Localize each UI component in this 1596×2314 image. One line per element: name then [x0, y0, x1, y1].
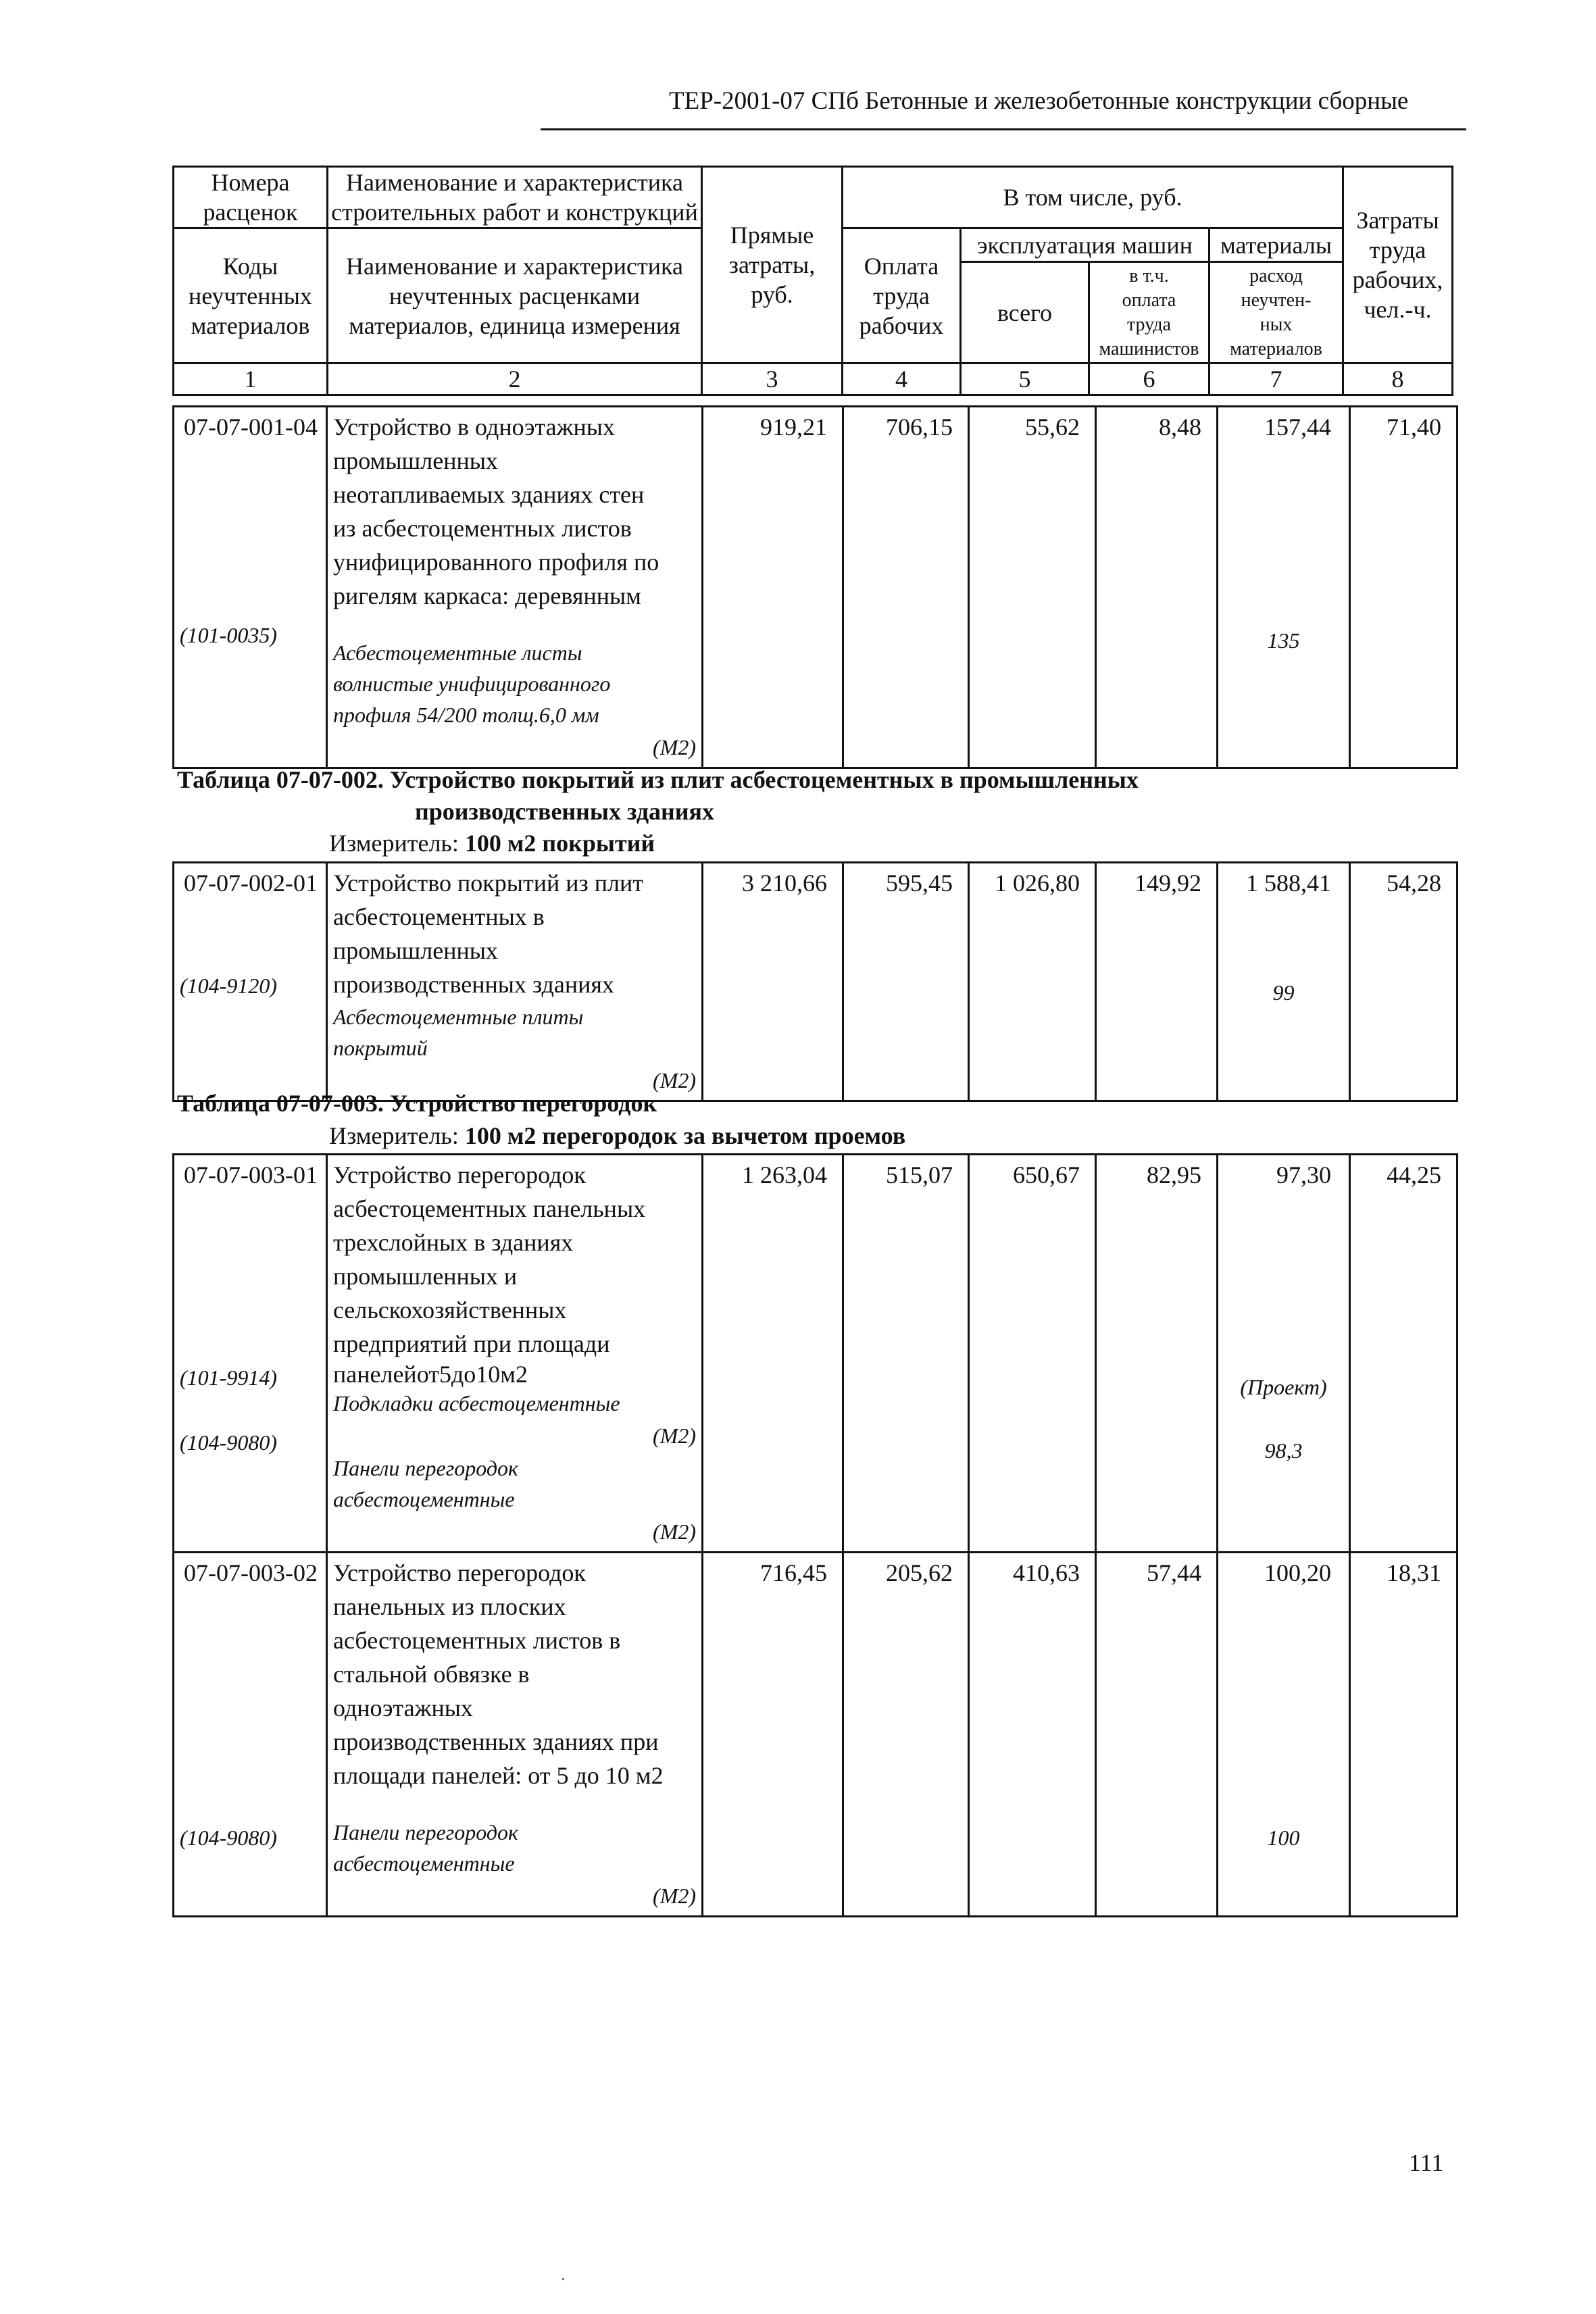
material-line: волнистые унифицированного: [333, 672, 611, 696]
material-line: Асбестоцементные плиты: [333, 1005, 584, 1029]
work-line: промышленных и: [333, 1263, 518, 1290]
materials-cell: [1218, 863, 1350, 1101]
scan-speck: [562, 2278, 564, 2280]
material-line: Асбестоцементные листы: [333, 640, 582, 665]
header-text: в т.ч.: [1129, 265, 1169, 286]
labor-hours: 71,40: [1350, 407, 1457, 768]
document-header-title: ТЕР-2001-07 СПб Бетонные и железобетонные конструкции сборные: [669, 87, 1409, 115]
header-text: материалов: [191, 311, 310, 339]
material-consumption: 135: [1267, 628, 1300, 653]
material-line: Панели перегородок: [333, 1456, 518, 1480]
materials-value: 97,30: [1276, 1161, 1331, 1188]
table-caption: Таблица 07-07-003. Устройство перегородок: [177, 1090, 657, 1117]
header-text: рабочих,: [1352, 266, 1443, 293]
measure-value: 100 м2 покрытий: [464, 830, 655, 857]
machinist-pay: 8,48: [1096, 407, 1218, 768]
machines-total: 1 026,80: [969, 863, 1096, 1101]
work-description-cell: [327, 863, 703, 1101]
material-code: (101-9914): [180, 1365, 277, 1390]
column-number: 1: [174, 363, 328, 395]
page-number: 111: [1409, 2149, 1444, 2176]
work-line: производственных зданиях при: [333, 1728, 659, 1755]
header-text: ных: [1260, 313, 1293, 335]
direct-costs: 919,21: [703, 407, 843, 768]
header-machines: эксплуатация машин: [961, 228, 1210, 262]
material-consumption: 98,3: [1264, 1438, 1303, 1463]
work-line: асбестоцементных панельных: [333, 1195, 646, 1222]
rate-code-cell: [174, 407, 327, 768]
material-consumption: (Проект): [1240, 1375, 1327, 1399]
rate-table-07-07-003: [172, 1153, 1458, 1917]
column-number: 3: [702, 363, 843, 395]
header-text: материалов, единица измерения: [349, 311, 680, 339]
work-line: асбестоцементных в: [333, 903, 545, 930]
header-text: расценок: [203, 199, 298, 226]
work-description-cell: [327, 407, 703, 768]
header-text: труда: [1369, 236, 1426, 263]
material-code: (104-9080): [180, 1826, 277, 1850]
column-number: 4: [843, 363, 961, 395]
work-line: стальной обвязке в: [333, 1661, 530, 1688]
header-text: чел.-ч.: [1364, 296, 1432, 323]
machines-total: 55,62: [969, 407, 1096, 768]
column-number: 6: [1089, 363, 1210, 395]
header-text: Номера: [211, 169, 290, 196]
header-work-name: [328, 167, 702, 228]
header-text: материалов: [1230, 338, 1322, 359]
header-text: Наименование и характеристика: [346, 252, 683, 280]
column-number: 7: [1210, 363, 1343, 395]
column-number: 2: [328, 363, 702, 395]
worker-pay: 515,07: [843, 1155, 969, 1553]
materials-cell: [1218, 407, 1350, 768]
header-text: труда: [873, 282, 930, 309]
header-text: Коды: [222, 252, 278, 280]
worker-pay: 706,15: [843, 407, 969, 768]
header-material-codes: [174, 228, 328, 363]
rate-code-cell: [174, 1155, 327, 1553]
header-text: оплата: [1122, 289, 1176, 311]
materials-cell: [1218, 1155, 1350, 1553]
material-unit: (М2): [653, 735, 696, 759]
materials-cell: [1218, 1553, 1350, 1917]
material-line: асбестоцементные: [333, 1487, 515, 1511]
header-direct-costs: [702, 167, 843, 363]
table-caption: Таблица 07-07-002. Устройство покрытий из плит асбестоцементных в промышленных: [177, 766, 1139, 793]
table-measure: [329, 829, 655, 857]
work-line: одноэтажных: [333, 1694, 473, 1721]
material-unit: (М2): [653, 1884, 696, 1908]
material-unit: (М2): [653, 1519, 696, 1544]
header-machinist-pay: [1089, 262, 1210, 363]
column-header-table: [172, 166, 1453, 396]
header-text: затраты,: [728, 251, 816, 278]
rate-code: 07-07-001-04: [184, 413, 318, 441]
header-text: Наименование и характеристика: [346, 169, 683, 196]
header-machines-total: всего: [961, 262, 1089, 363]
material-consumption: 99: [1272, 980, 1295, 1005]
material-unit: (М2): [653, 1068, 696, 1092]
work-line: ригелям каркаса: деревянным: [333, 582, 641, 609]
rate-code: 07-07-002-01: [184, 870, 318, 897]
rate-code-cell: [174, 863, 327, 1101]
header-text: неучтенных расценками: [389, 282, 641, 309]
labor-hours: 54,28: [1350, 863, 1457, 1101]
rate-code: 07-07-003-02: [184, 1559, 318, 1586]
machines-total: 650,67: [969, 1155, 1096, 1553]
material-consumption: 100: [1267, 1826, 1300, 1850]
material-line: Панели перегородок: [333, 1820, 518, 1844]
material-line: профиля 54/200 толщ.6,0 мм: [333, 703, 599, 727]
rate-table-07-07-002: [172, 861, 1458, 1102]
labor-hours: 18,31: [1350, 1553, 1457, 1917]
header-text: машинистов: [1099, 338, 1199, 359]
materials-value: 1 588,41: [1246, 870, 1331, 897]
header-worker-pay: [843, 228, 961, 363]
header-text: строительных работ и конструкций: [331, 199, 698, 226]
work-line: Устройство перегородок: [333, 1161, 586, 1188]
header-text: неучтенных: [189, 282, 312, 309]
measure-value: 100 м2 перегородок за вычетом проемов: [464, 1122, 906, 1149]
work-line: Устройство покрытий из плит: [333, 870, 643, 897]
machines-total: 410,63: [969, 1553, 1096, 1917]
header-text: неучтен-: [1241, 289, 1312, 311]
work-line: площади панелей: от 5 до 10 м2: [333, 1762, 664, 1789]
measure-label: Измеритель:: [329, 830, 465, 857]
material-code: (104-9120): [180, 974, 277, 998]
worker-pay: 595,45: [843, 863, 969, 1101]
work-description-cell: [327, 1155, 703, 1553]
rate-code: 07-07-003-01: [184, 1161, 318, 1188]
column-number: 5: [961, 363, 1089, 395]
direct-costs: 1 263,04: [703, 1155, 843, 1553]
table-caption-continued: производственных зданиях: [415, 798, 715, 825]
header-rate-numbers: [174, 167, 328, 228]
machinist-pay: 57,44: [1096, 1553, 1218, 1917]
header-group-including: В том числе, руб.: [843, 167, 1343, 228]
work-line: унифицированного профиля по: [333, 549, 659, 576]
table-measure: [329, 1122, 905, 1150]
header-text: труда: [1126, 313, 1172, 335]
materials-value: 157,44: [1264, 413, 1331, 441]
materials-value: 100,20: [1264, 1559, 1331, 1586]
worker-pay: 205,62: [843, 1553, 969, 1917]
work-line: Устройство перегородок: [333, 1559, 586, 1586]
labor-hours: 44,25: [1350, 1155, 1457, 1553]
column-number: 8: [1343, 363, 1453, 395]
material-line: Подкладки асбестоцементные: [333, 1391, 620, 1415]
work-line: неотапливаемых зданиях стен: [333, 481, 645, 508]
material-code: (101-0035): [180, 623, 277, 647]
work-line: производственных зданиях: [333, 971, 614, 998]
work-line: панельных из плоских: [333, 1593, 566, 1620]
header-text: Прямые: [730, 222, 814, 249]
work-line: трехслойных в зданиях: [333, 1229, 574, 1256]
machinist-pay: 149,92: [1096, 863, 1218, 1101]
work-line: Устройство в одноэтажных: [333, 413, 615, 441]
work-description-cell: [327, 1553, 703, 1917]
material-code: (104-9080): [180, 1430, 277, 1455]
material-unit: (М2): [653, 1424, 696, 1448]
material-line: покрытий: [333, 1036, 428, 1060]
header-unaccounted-materials: [1210, 262, 1343, 363]
header-material-name: [328, 228, 702, 363]
header-text: Оплата: [864, 252, 939, 280]
header-text: расход: [1249, 265, 1303, 286]
rate-code-cell: [174, 1553, 327, 1917]
material-line: асбестоцементные: [333, 1851, 515, 1876]
work-line: сельскохозяйственных: [333, 1297, 567, 1324]
rate-table-07-07-001: [172, 405, 1458, 769]
header-text: Затраты: [1356, 207, 1439, 234]
direct-costs: 3 210,66: [703, 863, 843, 1101]
work-line: из асбестоцементных листов: [333, 515, 632, 542]
header-text: рабочих: [859, 311, 944, 339]
measure-label: Измеритель:: [329, 1122, 465, 1149]
machinist-pay: 82,95: [1096, 1155, 1218, 1553]
work-line: асбестоцементных листов в: [333, 1627, 621, 1654]
work-line: предприятий при площади: [333, 1330, 610, 1357]
work-line: панелейот5до10м2: [333, 1361, 528, 1388]
header-labor-hours: [1343, 167, 1453, 363]
header-rule: [541, 128, 1466, 130]
work-line: промышленных: [333, 447, 498, 474]
header-materials: материалы: [1210, 228, 1343, 262]
header-text: руб.: [751, 281, 793, 308]
work-line: промышленных: [333, 937, 498, 964]
direct-costs: 716,45: [703, 1553, 843, 1917]
